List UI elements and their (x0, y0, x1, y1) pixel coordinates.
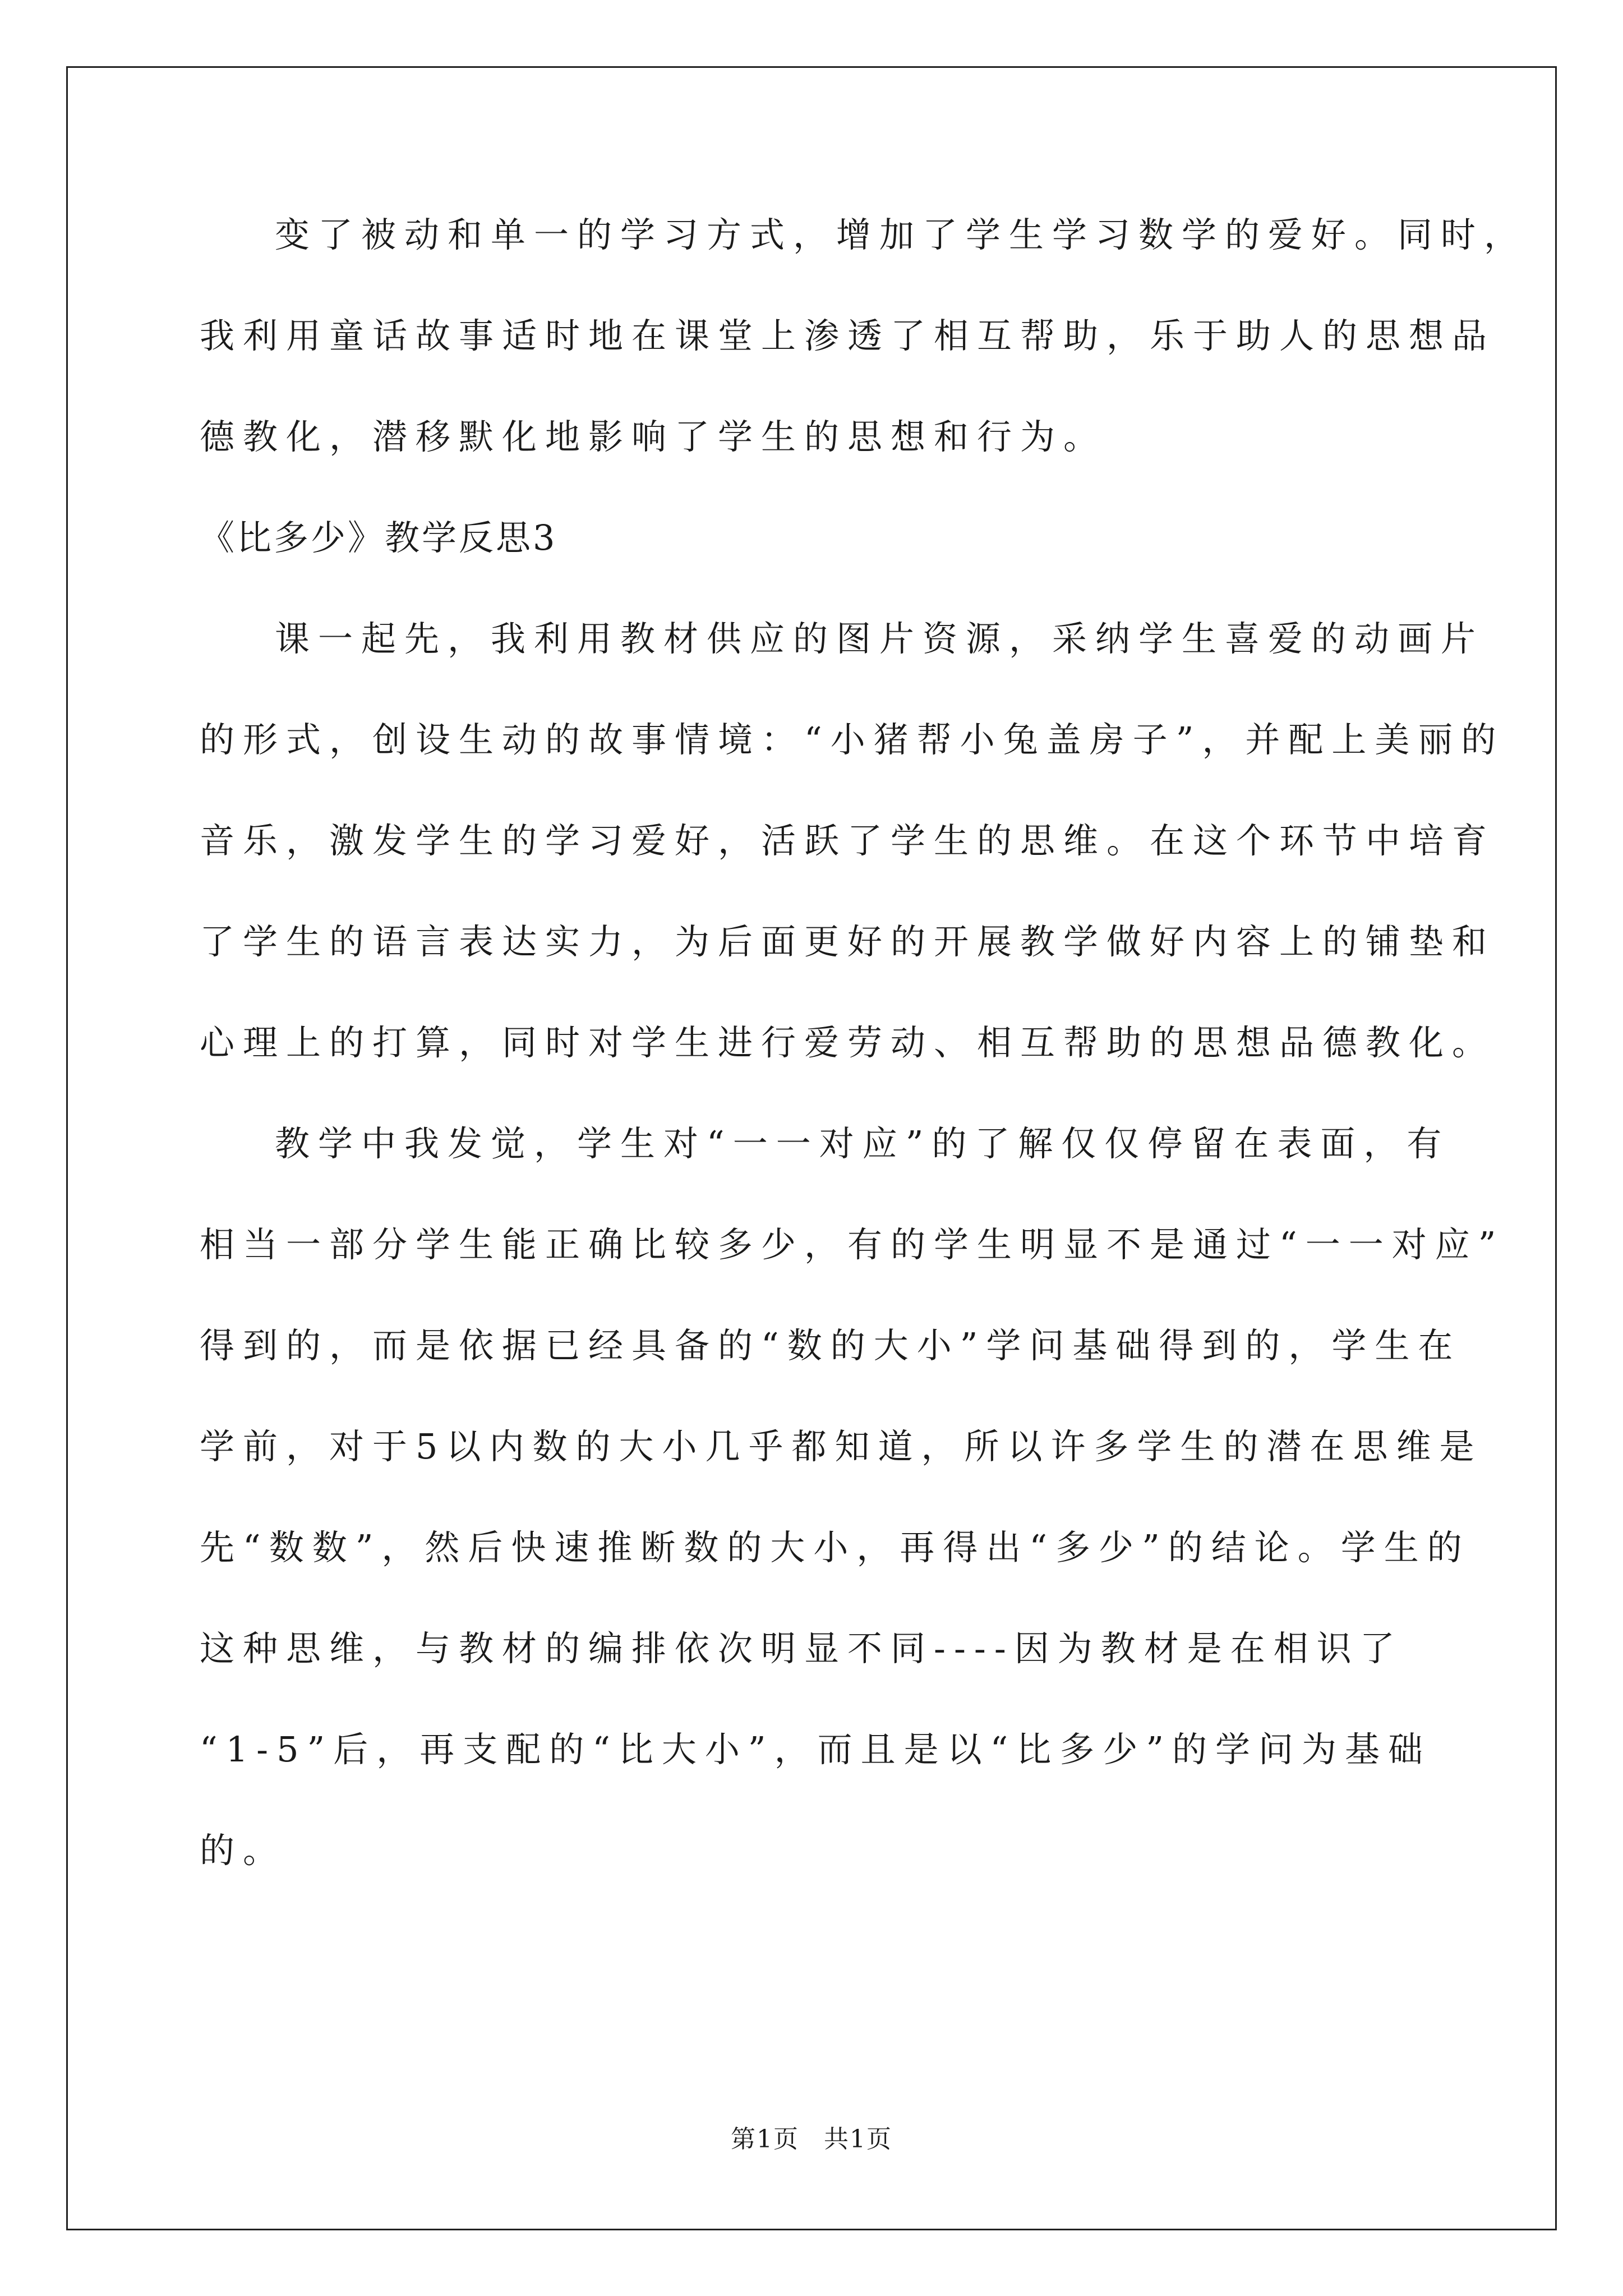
paragraph-line: 我利用童话故事适时地在课堂上渗透了相互帮助，乐于助人的思想品 (200, 315, 1496, 356)
page-footer (0, 2127, 1623, 2152)
paragraph-line: 心理上的打算，同时对学生进行爱劳动、相互帮助的思想品德教化。 (200, 1022, 1496, 1063)
section-heading: 《比多少》教学反思3 (200, 517, 557, 558)
paragraph-line: 的形式，创设生动的故事情境：“小猪帮小兔盖房子”，并配上美丽的 (200, 719, 1505, 760)
document-body (200, 214, 1528, 1934)
paragraph-line: 课一起先，我利用教材供应的图片资源，采纳学生喜爱的动画片 (275, 618, 1484, 659)
paragraph-line: 德教化，潜移默化地影响了学生的思想和行为。 (200, 416, 1107, 457)
paragraph-line: 了学生的语言表达实力，为后面更好的开展教学做好内容上的铺垫和 (200, 921, 1496, 962)
paragraph-line: 变了被动和单一的学习方式，增加了学生学习数学的爱好。同时， (275, 214, 1528, 255)
page-number-current: 第1页 (731, 2125, 799, 2154)
paragraph-line: 的。 (200, 1830, 287, 1871)
paragraph-line: 先“数数”，然后快速推断数的大小，再得出“多少”的结论。学生的 (200, 1527, 1470, 1568)
paragraph-line: 相当一部分学生能正确比较多少，有的学生明显不是通过“一一对应” (200, 1224, 1505, 1265)
paragraph-line: 这种思维，与教材的编排依次明显不同----因为教材是在相识了 (200, 1628, 1403, 1669)
paragraph-line: “1-5”后，再支配的“比大小”，而且是以“比多少”的学问为基础 (200, 1729, 1432, 1770)
paragraph-line: 学前，对于5以内数的大小几乎都知道，所以许多学生的潜在思维是 (200, 1426, 1483, 1467)
page-number-total: 共1页 (824, 2125, 892, 2154)
paragraph-line: 教学中我发觉，学生对“一一对应”的了解仅仅停留在表面，有 (275, 1123, 1450, 1164)
paragraph-line: 音乐，激发学生的学习爱好，活跃了学生的思维。在这个环节中培育 (200, 820, 1496, 861)
paragraph-line: 得到的，而是依据已经具备的“数的大小”学问基础得到的，学生在 (200, 1325, 1461, 1366)
